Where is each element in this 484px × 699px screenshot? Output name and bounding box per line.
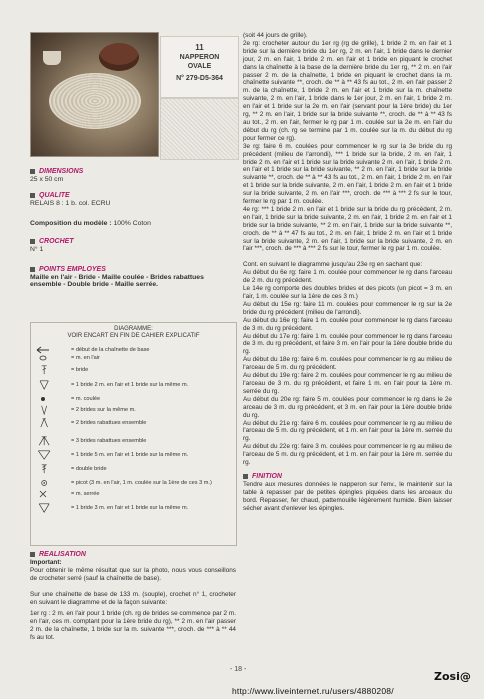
- pattern-number: 11: [195, 43, 204, 52]
- qualite-heading: QUALITE: [39, 192, 70, 199]
- crochet-heading: CROCHET: [39, 238, 74, 245]
- instruction-paragraph: Au début du 21e rg: faire 6 m. coulées pour commencer le rg au milieu de l'arceau de 5 m. du rg précédent, et 1 m. en l'air pour la 1ère m. serrée du rg.: [243, 419, 452, 443]
- legend-item: = bride: [35, 365, 88, 375]
- realisation-heading: REALISATION: [39, 551, 86, 558]
- instruction-paragraph: Au début du 17e rg: faire 1 m. coulée pour commencer le rg dans l'arceau de 3 m. du rg précédent, et faire 3 m. en l'air pour la 1ère double bride du rg.: [243, 332, 452, 356]
- bullet-square-icon: [30, 267, 35, 272]
- double-bride-icon: [35, 464, 65, 474]
- single-crochet-icon: [35, 489, 65, 499]
- diagram-subtitle: VOIR ENCART EN FIN DE CAHIER EXPLICATIF: [67, 333, 200, 339]
- instruction-paragraph: Au début du 19e rg: faire 2 m. coulées pour commencer le rg au milieu de l'arceau de 3 m. du rg précédent, et faire 1 m. en l'air pour la 1ère m. serrée du rg.: [243, 372, 452, 395]
- crochet-value: N° 1: [30, 246, 44, 253]
- instruction-paragraph: (soit 44 jours de grille).: [243, 32, 308, 39]
- diagram-legend-box: [30, 322, 237, 546]
- legend-item: = 3 brides rabattues ensemble: [35, 436, 146, 446]
- bullet-square-icon: [30, 169, 35, 174]
- legend-item: = 1 bride 3 m. en l'air et 1 bride sur la même m.: [35, 503, 188, 513]
- slip-stitch-icon: [35, 394, 65, 404]
- diagram-title: DIAGRAMME:: [114, 326, 153, 332]
- composition-value: 100% Coton: [113, 220, 151, 227]
- bullet-square-icon: [30, 552, 35, 557]
- doily-shape: [49, 73, 141, 129]
- watermark-url: http://www.liveinternet.ru/users/4880208/: [232, 686, 394, 696]
- watermark-signature: Zosi@: [434, 670, 471, 683]
- realisation-paragraph: 1er rg : 2 m. en l'air pour 1 bride (ch. rg de brides se commence par 2 m. en l'air, ces m. comptant pour la 1ère bride du rg), ** 2 m. en l'air passer 2 m. de la chaînette, 1 bride sur la m. suivante ***, croch. de *** à ** 44 fs au tot.: [30, 610, 236, 642]
- legend-item: = double bride: [35, 464, 107, 474]
- qualite-section: [30, 192, 110, 207]
- instructions-column: [243, 32, 452, 512]
- legend-item: = 1 bride 5 m. en l'air et 1 bride sur la même m.: [35, 450, 188, 460]
- crochet-section: [30, 238, 74, 253]
- instruction-paragraph: Au début du 20e rg: faire 5 m. coulées pour commencer le rg dans le 2e arceau de 3 m. du rg précédent, et 3 m. en l'air pour la 1ère double bride du rg.: [243, 395, 452, 419]
- v-stitch-3ch-icon: [35, 503, 65, 513]
- bride-icon: [35, 365, 65, 375]
- v-stitch-icon: [35, 380, 65, 390]
- stitch-swatch: [160, 98, 239, 160]
- instruction-paragraph: Au début du 6e rg: faire 1 m. coulée pour commencer le rg dans l'arceau de 2 m. du rg précédent.: [243, 269, 452, 285]
- picot-icon: [35, 478, 65, 488]
- instruction-paragraph: 4e rg: *** 1 bride 2 m. en l'air et 1 bride sur la bride du rg précédent, 2 m. en l'air, 1 bride sur la bride suivante, 2 m. en l'air, 1 bride 2 m. en l'air et 1 bride sur la bride suivante, ** 2 m. en l'air, 1 bride sur la bride suivante **, croch. de ** à ** 47 fs au tot., 2 m. en l'air, 1 bride 2 m. en l'air et 1 bride sur la bride suivante, 2 m. en l'air, 1 bride sur la bride suivante, 2 m. en l'air ***, croch. de *** à *** 2 fs sur le tour, fermer le rg par 1 m. coulée.: [243, 205, 452, 253]
- bullet-square-icon: [30, 193, 35, 198]
- finition-text: Tendre aux mesures données le napperon sur l'env., le maintenir sur la table à repasser par de petites épingles piquées dans les arceaux du bord. Repasser, fer chaud, pattemouille légèrement humide. Bien laisser sécher avant d'enlever les épingles.: [243, 480, 452, 512]
- dimensions-value: 25 x 50 cm: [30, 176, 64, 183]
- qualite-value: RELAIS 8 : 1 b. col. ECRU: [30, 200, 111, 207]
- chain-stitch-icon: [35, 353, 65, 363]
- important-label: Important:: [30, 558, 62, 566]
- legend-item: = m. en l'air: [35, 353, 100, 363]
- instruction-paragraph: 2e rg: crocheter autour du 1er rg (rg de grille), 1 bride 2 m. en l'air et 1 bride sur la dernière bride du 1er rg, 2 m. en l'air, 1 bride dans le dernier jour, 2 m. en l'air, 1 bride 2 m. en l'air et 1 bride en piquant le crochet dans la chaînette à la base de la dernière bride du 1er rg, ** 2 m. en l'air passer 2 m. de la chaînette, 1 bride en piquant le crochet dans la m. chaînette suivante **, croch. de ** à ** 43 fs au tot., 2 m. en l'air passer 2 m. de la chaînette, 1 bride 2 m. en l'air et 1 bride sur la m. chaînette suivante, 2 m. en l'air, 1 bride dans le 1er jour, 2 m. en l'air, 1 bride 2 m. en l'air et 1 bride sur la 2e m. en l'air (servant pour la 1ère bride) du 1er rg, ** 2 m. en l'air, 1 bride sur la bride suivante **, croch. de ** à ** 43 fs au tot., 2 m. en l'air, fermer le rg par 1 m. coulée sur la 2e m. en l'air du début du rg (ch. rg se termine par 1 m. coulée sur la m. du début du rg pour fermer ce rg).: [243, 39, 452, 142]
- two-brides-together-icon: [35, 418, 65, 428]
- title-line-2: OVALE: [187, 63, 212, 70]
- points-heading: POINTS EMPLOYES: [39, 266, 106, 273]
- three-brides-together-icon: [35, 436, 65, 446]
- legend-item: = 2 brides rabattues ensemble: [35, 418, 146, 428]
- instruction-paragraph: 3e rg: faire 6 m. coulées pour commencer le rg sur la 3e bride du rg précédent (milieu de l'arrondi), *** 1 bride sur la bride, 2 m. en l'air, 1 bride 2 m. en l'air et 1 bride sur la bride suivante 2 m. en l'air, 1 bride 2 m. en l'air et 1 bride sur la bride suivante, ** 2 m. en l'air, 1 bride sur la bride suivante **, croch. de ** à ** 43 fs au tot., 2 m. en l'air, 1 bride 2 m. en l'air et 1 bride sur la bride suivante, 2 m. en l'air, 1 bride 2 m. en l'air et 1 bride sur la bride suivante, 2 m. en l'air ***, croch. de *** à *** 2 fs sur le tour, fermer le rg par 1 m. coulée.: [243, 142, 452, 206]
- finition-heading: FINITION: [252, 472, 282, 480]
- realisation-paragraph: Sur une chaînette de base de 133 m. (souple), crochet n° 1, crocheter en suivant le diagramme et de la façon suivante:: [30, 590, 236, 606]
- realisation-section: [30, 551, 236, 642]
- legend-item: = 1 bride 2 m. en l'air et 1 bride sur la même m.: [35, 380, 188, 390]
- composition-section: [30, 219, 151, 227]
- finition-section: [243, 473, 452, 513]
- legend-item: = début de la chaînette de base: [35, 345, 150, 355]
- points-section: [30, 266, 236, 288]
- bullet-square-icon: [243, 474, 248, 479]
- legend-item: = m. serrée: [35, 489, 99, 499]
- composition-label: Composition du modèle :: [30, 220, 112, 227]
- legend-item: = picot (3 m. en l'air, 1 m. coulée sur la 1ère de ces 3 m.): [35, 478, 212, 488]
- wide-v-stitch-icon: [35, 450, 65, 460]
- instruction-paragraph: Cont. en suivant le diagramme jusqu'au 23e rg en sachant que:: [243, 261, 423, 269]
- dimensions-heading: DIMENSIONS: [39, 168, 84, 175]
- cup-shape: [43, 51, 61, 65]
- legend-item: = 2 brides sur la même m.: [35, 405, 136, 415]
- title-box: [160, 36, 239, 98]
- points-value: Maille en l'air - Bride - Maille coulée - Brides rabattues ensemble - Double bride - Maille serrée.: [30, 274, 204, 288]
- bowl-shape: [99, 43, 139, 71]
- two-brides-icon: [35, 405, 65, 415]
- instruction-paragraph: Au début du 22e rg: faire 3 m. coulées pour commencer le rg au milieu de l'arceau de 5 m. du rg précédent, et 1 m. en l'air pour la 1ère m. serrée du rg.: [243, 443, 452, 467]
- legend-item: = m. coulée: [35, 394, 100, 404]
- doily-photo: [30, 32, 159, 157]
- instruction-paragraph: Au début du 15e rg: faire 11 m. coulées pour commencer le rg sur la 2e bride du rg précédent (milieu de l'arrondi).: [243, 300, 452, 316]
- bullet-square-icon: [30, 239, 35, 244]
- instruction-paragraph: Le 14e rg comporte des doubles brides et des picots (un picot = 3 m. en l'air, 1 m. coulée sur la 1ère de ces 3 m.): [243, 285, 452, 300]
- realisation-paragraph: Pour obtenir le même résultat que sur la photo, nous vous conseillons de crocheter serré (sauf la chaînette de base).: [30, 566, 236, 582]
- pattern-reference: N° 279-D5-364: [176, 75, 223, 82]
- instruction-paragraph: Au début du 18e rg: faire 6 m. coulées pour commencer le rg au milieu de l'arceau de 5 m. du rg précédent.: [243, 356, 452, 372]
- instruction-paragraph: Au début du 16e rg: faire 1 m. coulée pour commencer le rg dans l'arceau de 3 m. du rg précédent.: [243, 316, 452, 332]
- dimensions-section: [30, 168, 83, 183]
- page-number: - 18 -: [230, 666, 247, 673]
- title-line-1: NAPPERON: [179, 54, 220, 61]
